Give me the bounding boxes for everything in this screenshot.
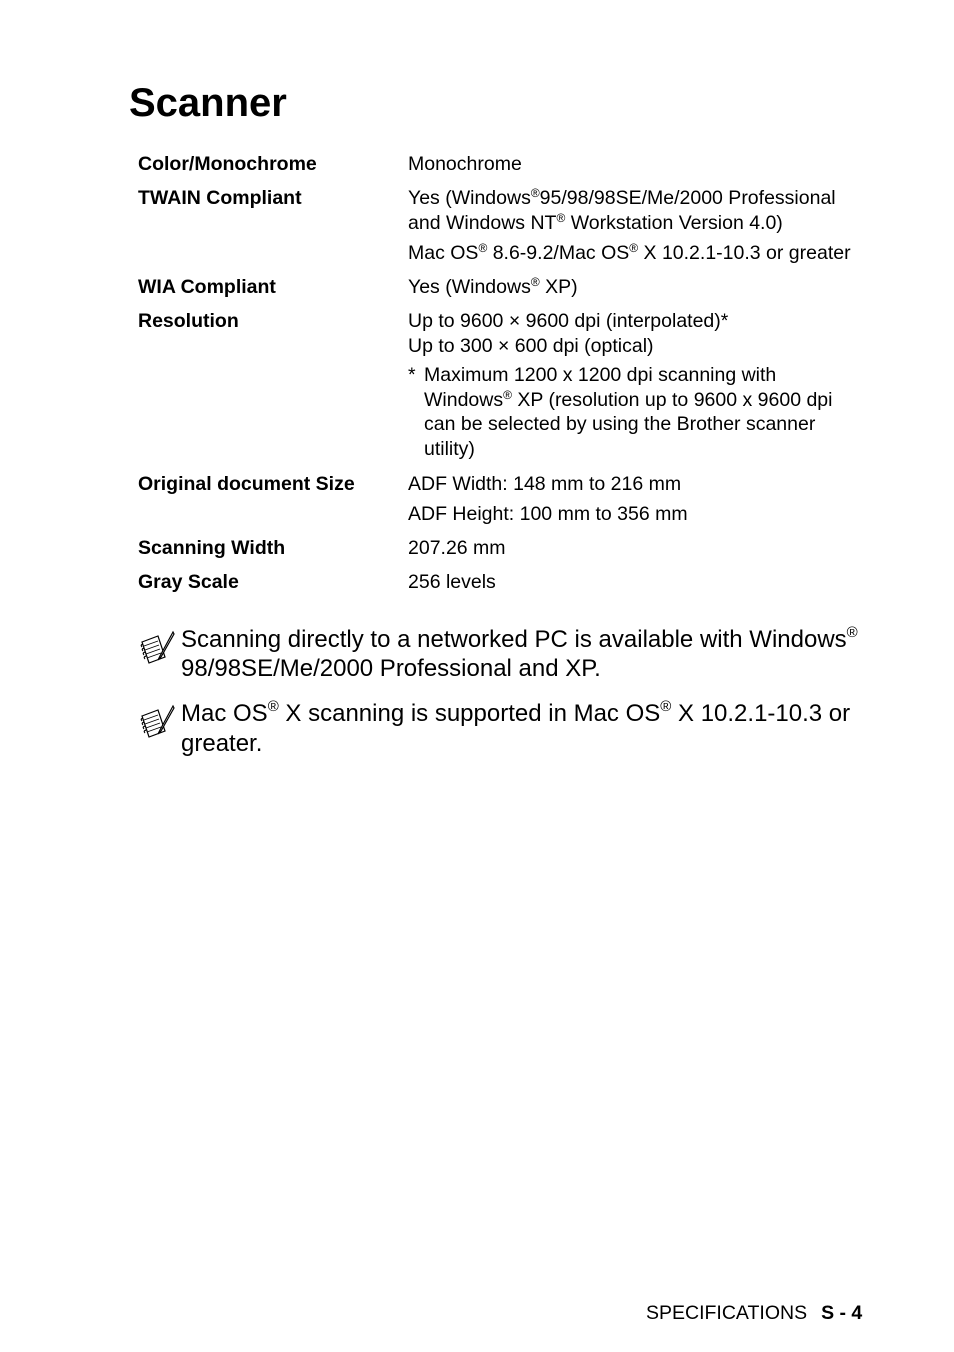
spec-label-color-monochrome: Color/Monochrome: [138, 153, 317, 175]
footer-section: SPECIFICATIONS: [646, 1302, 808, 1324]
page-title: Scanner: [129, 81, 287, 125]
spec-label-resolution: Resolution: [138, 310, 239, 332]
spec-label-gray-scale: Gray Scale: [138, 571, 239, 593]
note-networked-scanning-line2: 98/98SE/Me/2000 Professional and XP.: [181, 655, 601, 682]
spec-value-resolution-line1: Up to 9600 × 9600 dpi (interpolated)*: [408, 310, 729, 332]
spec-value-adf-height: ADF Height: 100 mm to 356 mm: [408, 503, 688, 525]
note-mac-scanning-line2: greater.: [181, 730, 263, 757]
spec-value-twain-line3: Mac OS® 8.6-9.2/Mac OS® X 10.2.1-10.3 or greater: [408, 241, 851, 264]
spec-value-wia: Yes (Windows® XP): [408, 275, 578, 298]
spec-label-scanning-width: Scanning Width: [138, 537, 286, 559]
spec-value-twain-line2: and Windows NT® Workstation Version 4.0): [408, 211, 783, 234]
spec-label-twain: TWAIN Compliant: [138, 187, 302, 209]
note-mac-scanning-line1: Mac OS® X scanning is supported in Mac OS® X 10.2.1-10.3 or: [181, 698, 851, 727]
footnote-line: Windows® XP (resolution up to 9600 x 9600 dpi: [424, 387, 833, 411]
spec-value-twain-line1: Yes (Windows®95/98/98SE/Me/2000 Professional: [408, 186, 836, 209]
note-networked-scanning-line1: Scanning directly to a networked PC is available with Windows®: [181, 624, 858, 653]
page-number: S - 4: [821, 1302, 863, 1324]
spec-value-adf-width: ADF Width: 148 mm to 216 mm: [408, 473, 682, 495]
note-icon: [138, 704, 176, 742]
footnote-line: Maximum 1200 x 1200 dpi scanning with: [424, 364, 777, 386]
footnote-mark: *: [408, 364, 416, 386]
spec-label-document-size: Original document Size: [138, 473, 355, 495]
spec-value-gray-scale: 256 levels: [408, 571, 496, 593]
page-footer: [646, 1301, 862, 1325]
footnote-line: utility): [424, 437, 475, 460]
footnote-line: can be selected by using the Brother scanner: [424, 413, 816, 435]
spec-value-resolution-line2: Up to 300 × 600 dpi (optical): [408, 335, 654, 357]
spec-value-color-monochrome: Monochrome: [408, 153, 522, 175]
spec-value-scanning-width: 207.26 mm: [408, 537, 506, 559]
spec-label-wia: WIA Compliant: [138, 276, 276, 298]
note-icon: [138, 630, 176, 668]
